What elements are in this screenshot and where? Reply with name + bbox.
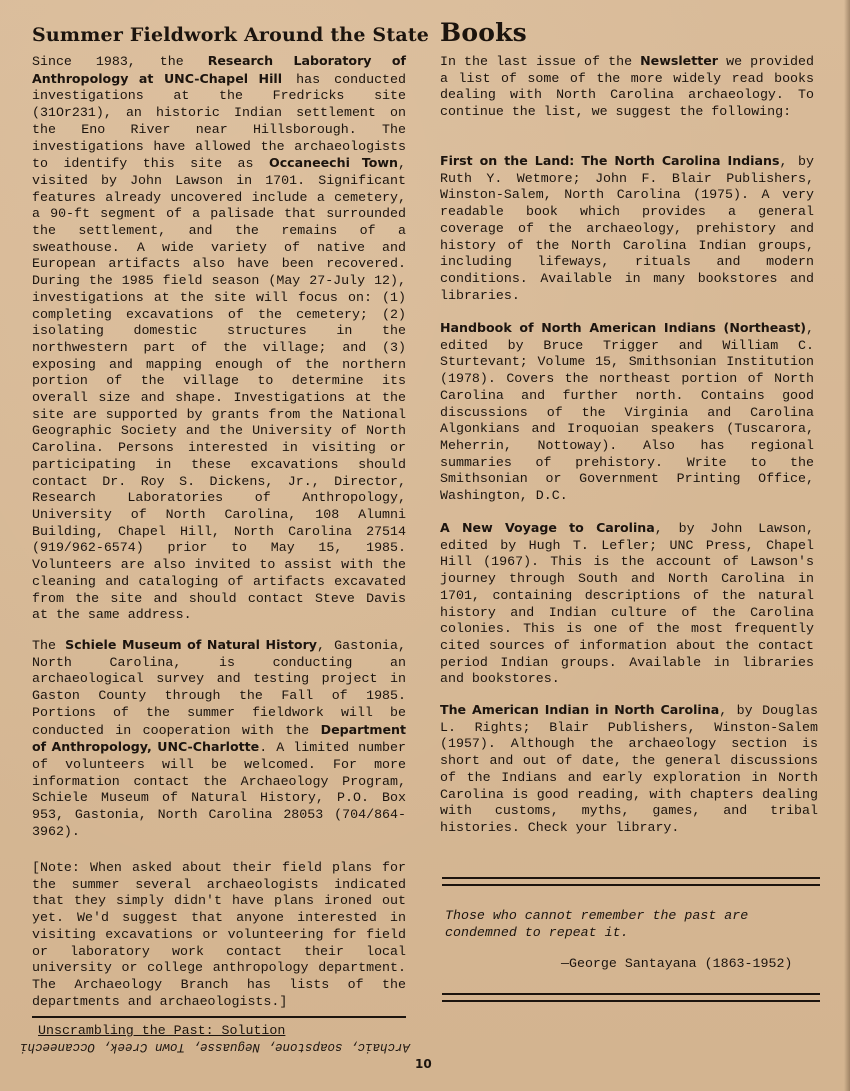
text-run: In the last issue of the	[440, 54, 641, 69]
books-intro	[440, 53, 814, 121]
bold-run: Occaneechi Town	[269, 155, 398, 171]
double-rule-top	[442, 877, 820, 886]
bold-run: Department of Anthropology, UNC-Charlotte	[32, 721, 406, 755]
book-title: The American Indian in North Carolina	[440, 702, 720, 717]
text-run: has conducted investigations at the Fredricks site (31Or231), an historic Indian settlement on the Eno River near Hillsborough. The investigations have allowed the archaeologists to identify this site as	[32, 71, 406, 172]
book-title: Handbook of North American Indians (Northeast)	[440, 320, 807, 335]
unscramble-solution-title: Unscrambling the Past: Solution	[38, 1023, 286, 1038]
book-entry	[440, 153, 814, 304]
book-entry	[440, 702, 818, 837]
fieldwork-paragraph-schiele	[32, 637, 406, 840]
page-number: 10	[415, 1057, 432, 1071]
book-entry	[440, 520, 814, 688]
text-run: we provided a list of some of the more widely read books dealing with North Carolina archaeology. To continue the list, we suggest the following:	[440, 54, 814, 120]
bold-run: Research Laboratory of Anthropology at UNC-Chapel Hill	[32, 53, 407, 86]
double-rule-bottom	[442, 993, 820, 1002]
book-description: , by Douglas L. Rights; Blair Publishers, Winston-Salem (1957). Although the archaeology section is short and out of date, the general discussions of the Indians and early exploration in North Carolina is good reading, with chapters dealing with customs, myths, games, and tribal histories. Check your library.	[440, 703, 818, 835]
unscramble-solution-text: Archaic, soapstone, Neguasse, Town Creek, Occaneechi	[19, 1040, 410, 1054]
page-edge-shadow	[844, 0, 850, 1091]
book-description: , edited by Bruce Trigger and William C. Sturtevant; Volume 15, Smithsonian Institution (1978). Covers the northeast portion of North Carolina and further north. Contains good discussions of the Virginia and Carolina Algonkians and Iroquoian speakers (Tuscarora, Meherrin, Nottoway). Also has regional summaries of prehistory. Write to the Smithsonian or Government Printing Office, Washington, D.C.	[440, 321, 814, 504]
text-run: The	[32, 638, 66, 653]
text-run: . A limited number of volunteers will be welcomed. For more information contact the Archaeology Program, Schiele Museum of Natural History, P.O. Box 953, Gastonia, North Carolina 28053 (704/864-3962).	[32, 740, 406, 839]
book-description: , by John Lawson, edited by Hugh T. Lefler; UNC Press, Chapel Hill (1967). This is the account of Lawson's journey through South and North Carolina in 1701, containing descriptions of the natural history and Indian culture of the Carolina colonies. This is one of the most frequently cited sources of information about the contact period Indian groups. Available in libraries and bookstores.	[440, 521, 814, 687]
divider-rule	[32, 1016, 406, 1018]
books-heading: Books	[440, 18, 527, 47]
book-description: , by Ruth Y. Wetmore; John F. Blair Publishers, Winston-Salem, North Carolina (1975). A very readable book which provides a general coverage of the archaeology, prehistory and history of the North Carolina Indian groups, including lifeways, rituals and modern conditions. Available in many bookstores and libraries.	[440, 154, 815, 303]
bold-run: Newsletter	[640, 53, 719, 68]
text-run: Since 1983, the	[32, 54, 208, 69]
book-title: A New Voyage to Carolina	[440, 520, 655, 535]
text-run: , Gastonia, North Carolina, is conducting an archaeological survey and testing project in Gaston County through the Fall of 1985. Portions of the summer fieldwork will be conducted in cooperation with the	[32, 638, 406, 738]
quote-attribution: —George Santayana (1863-1952)	[561, 956, 793, 971]
fieldwork-note: [Note: When asked about their field plans for the summer several archaeologists indicated that they simply didn't have plans ironed out yet. We'd suggest that anyone interested in visiting excavations or volunteering for field or laboratory work contact their local university or college anthropology department. The Archaeology Branch has lists of the departments and archaeologists.]	[32, 860, 406, 1009]
book-title: First on the Land: The North Carolina Indians	[440, 153, 780, 168]
fieldwork-heading: Summer Fieldwork Around the State	[32, 24, 430, 46]
book-entry	[440, 320, 814, 505]
santayana-quote: Those who cannot remember the past are condemned to repeat it.	[445, 908, 749, 940]
text-run: , visited by John Lawson in 1701. Significant features already uncovered include a cemetery, a 90-ft segment of a palisade that surrounded the settlement, and the remains of a sweathouse. A wide variety of native and European artifacts also have been recovered. During the 1985 field season (May 27-July 12), investigations at the site will focus on: (1) completing excavations of the cemetery; (2) isolating domestic structures in the northwestern part of the village; and (3) exposing and mapping enough of the northern portion of the village to determine its overall size and shape. Investigations at the site are supported by grants from the National Geographic Society and the University of North Carolina. Persons interested in visiting or participating in these excavations should contact Dr. Roy S. Dickens, Jr., Director, Research Laboratories of Anthropology, University of North Carolina, 108 Alumni Building, Chapel Hill, North Carolina 27514 (919/962-6574) prior to May 15, 1985. Volunteers are also invited to assist with the cleaning and cataloging of artifacts excavated from the site and should contact Steve Davis at the same address.	[32, 156, 406, 623]
fieldwork-paragraph-unc	[32, 53, 406, 624]
bold-run: Schiele Museum of Natural History	[65, 637, 317, 652]
